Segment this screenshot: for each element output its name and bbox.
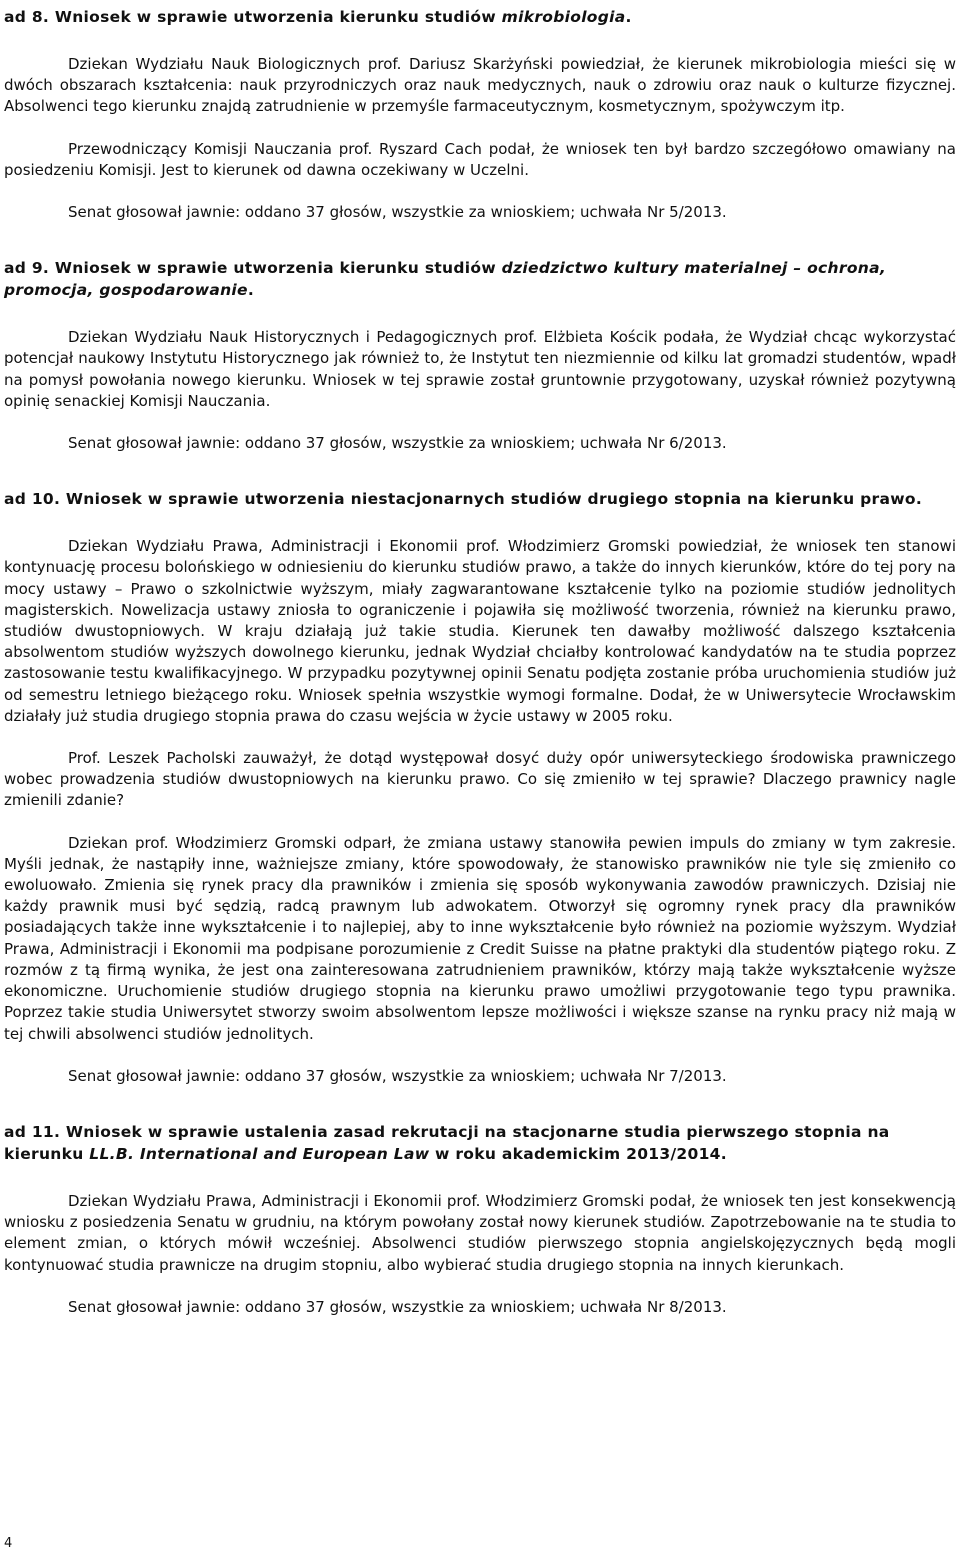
document-page xyxy=(4,0,956,1318)
section-ad-8 xyxy=(4,0,956,257)
page-number: 4 xyxy=(4,1536,13,1551)
vote-result: Senat głosował jawnie: oddano 37 głosów, wszystkie za wnioskiem; uchwała Nr 7/2013. xyxy=(68,1066,727,1085)
paragraph: Dziekan prof. Włodzimierz Gromski odparł, że zmiana ustawy stanowiła pewien impuls do zmiany w tym zakresie. Myśli jednak, że nastąpiły inne, ważniejsze zmiany, które spowodowały, że stanowisko prawników nie tyle się zmieniło co ewoluowało. Zmienia się rynek pracy dla prawników i zmienia się sposób wykonywania zawodów prawniczych. Dzisiaj nie każdy prawnik musi być sędzią, radcą prawnym lub adwokatem. Otworzył się ogromny rynek pracy dla prawników posiadających także inne wykształcenie i to najlepiej, aby to inne wykształcenie było również na poziomie wyższym. Wydział Prawa, Administracji i Ekonomii ma podpisane porozumienie z Credit Suisse na płatne praktyki dla studentów piątego roku. Z rozmów z tą firmą wynika, że jest ona zainteresowana zatrudnieniem prawników, którzy mają także wykształcenie wyższe ekonomiczne. Uruchomienie studiów drugiego stopnia na kierunku prawo umożliwi przygotowanie tego typu prawnika. Poprzez takie studia Uniwersytet stworzy swoim absolwentom lepsze możliwości i większe szanse na rynku pracy niż mają w tej chwili absolwenci studiów jednolitych. xyxy=(4,833,956,1043)
section-heading: ad 8. Wniosek w sprawie utworzenia kierunku studiów mikrobiologia. xyxy=(4,8,632,26)
vote-result: Senat głosował jawnie: oddano 37 głosów, wszystkie za wnioskiem; uchwała Nr 8/2013. xyxy=(68,1297,727,1316)
section-ad-9 xyxy=(4,257,956,488)
paragraph: Dziekan Wydziału Prawa, Administracji i Ekonomii prof. Włodzimierz Gromski podał, że wniosek ten jest konsekwencją wniosku z posiedzenia Senatu w grudniu, na którym powołany został nowy kierunek studiów. Zapotrzebowanie na te studia to element zmian, o których mówił wcześniej. Absolwenci studiów pierwszego stopnia angielskojęzycznych będą mogli kontynuować studia prawnicze na drugim stopniu, albo wybierać studia drugiego stopnia na innych kierunkach. xyxy=(4,1191,956,1274)
vote-result: Senat głosował jawnie: oddano 37 głosów, wszystkie za wnioskiem; uchwała Nr 6/2013. xyxy=(68,434,727,453)
paragraph: Prof. Leszek Pacholski zauważył, że dotąd występował dosyć duży opór uniwersyteckiego środowiska prawniczego wobec prowadzenia studiów dwustopniowych na kierunku prawo. Co się zmieniło w tej sprawie? Dlaczego prawnicy nagle zmienili zdanie? xyxy=(4,749,956,810)
paragraph: Dziekan Wydziału Nauk Historycznych i Pedagogicznych prof. Elżbieta Kościk podała, że Wydział chcąc wykorzystać potencjał naukowy Instytutu Historycznego jak również to, że Instytut ten niezmiennie od kilku lat gromadzi studentów, wpadł na pomysł powołania nowego kierunku. Wniosek w tej sprawie został gruntownie przygotowany, uzyskał również pozytywną opinię senackiej Komisji Nauczania. xyxy=(4,328,956,410)
vote-result: Senat głosował jawnie: oddano 37 głosów, wszystkie za wnioskiem; uchwała Nr 5/2013. xyxy=(68,203,727,222)
section-heading: ad 10. Wniosek w sprawie utworzenia niestacjonarnych studiów drugiego stopnia na kierunku prawo. xyxy=(4,490,923,509)
paragraph: Przewodniczący Komisji Nauczania prof. Ryszard Cach podał, że wniosek ten był bardzo szczegółowo omawiany na posiedzeniu Komisji. Jest to kierunek od dawna oczekiwany w Uczelni. xyxy=(4,139,956,179)
paragraph: Dziekan Wydziału Prawa, Administracji i Ekonomii prof. Włodzimierz Gromski powiedział, że wniosek ten stanowi kontynuację procesu bolońskiego w odniesieniu do kierunku studiów prawo, a także do innych kierunków, które do tej pory na mocy ustawy – Prawo o szkolnictwie wyższym, miały zagwarantowane kształcenie tylko na poziomie studiów jednolitych magisterskich. Nowelizacja ustawy zniosła to ograniczenie i pojawiła się możliwość tworzenia, również na kierunku prawo, studiów dwustopniowych. W kraju działają już takie studia. Kierunek ten dawałby możliwość dalszego kształcenia absolwentom studiów wyższych dowolnego kierunku, jednak Wydział chciałby kontrolować kandydatów na te studia poprzez zastosowanie testu kwalifikacyjnego. W przypadku pozytywnej opinii Senatu podjęta zostanie próba uruchomienia studiów już od semestru letniego bieżącego roku. Wniosek spełnia wszystkie wymogi formalne. Dodał, że w Uniwersytecie Wrocławskim działały już studia drugiego stopnia prawa do czasu wejścia w życie ustawy w 2005 roku. xyxy=(4,537,956,725)
section-ad-10 xyxy=(4,488,956,1121)
section-heading: ad 11. Wniosek w sprawie ustalenia zasad rekrutacji na stacjonarne studia pierwszego stopnia na kierunku LL.B. International and European Law w roku akademickim 2013/2014. xyxy=(4,1122,890,1163)
section-heading: ad 9. Wniosek w sprawie utworzenia kierunku studiów dziedzictwo kultury materialnej – ochrona, promocja, gospodarowanie. xyxy=(4,259,887,300)
section-ad-11 xyxy=(4,1121,956,1318)
paragraph: Dziekan Wydziału Nauk Biologicznych prof. Dariusz Skarżyński powiedział, że kierunek mikrobiologia mieści się w dwóch obszarach kształcenia: nauk przyrodniczych oraz nauk medycznych, nauk o zdrowiu oraz nauk o kulturze fizycznej. Absolwenci tego kierunku znajdą zatrudnienie w przemyśle farmaceutycznym, kosmetycznym, spożywczym itp. xyxy=(4,55,956,116)
